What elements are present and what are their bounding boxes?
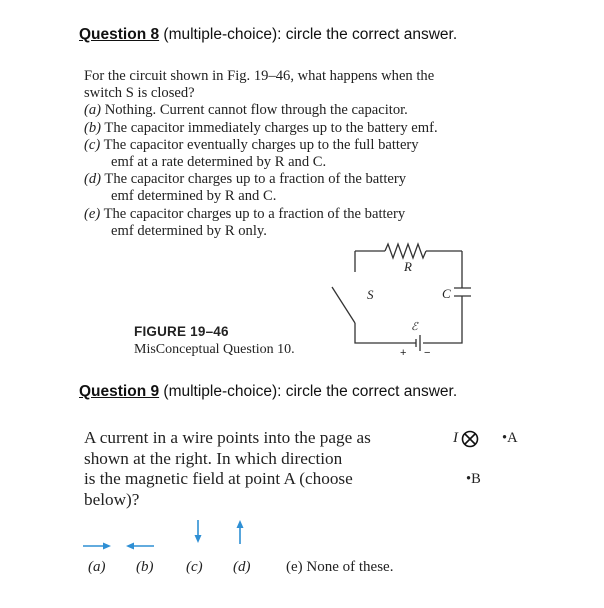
option-text: The capacitor charges up to a fraction of the battery [103, 205, 406, 222]
q9-number: Question 9 [79, 383, 160, 400]
point-a [502, 430, 518, 447]
q9-stem-line-4: below)? [84, 489, 140, 509]
label-battery-plus: + [400, 347, 407, 359]
arrow-up-icon [237, 520, 244, 544]
q9-option-d: (d) [233, 559, 251, 575]
q8-stem-line-2: switch S is closed? [84, 85, 195, 102]
q8-option-e-cont: emf determined by R only. [111, 222, 267, 239]
point-b [466, 471, 481, 488]
q9-stem-line-1: A current in a wire points into the page as [84, 428, 371, 447]
resistor-zigzag [385, 244, 426, 258]
q8-option-d-cont: emf determined by R and C. [111, 188, 277, 205]
switch-blade [332, 287, 355, 323]
label-emf: ℰ [411, 320, 418, 333]
q8-number: Question 8 [79, 26, 160, 43]
figure-title: FIGURE 19–46 [134, 324, 229, 339]
option-text: The capacitor immediately charges up to the battery emf. [104, 119, 438, 136]
label-battery-minus: − [424, 347, 431, 359]
q8-instruction: (multiple-choice): circle the correct answer. [159, 26, 458, 43]
option-letter: (a) [84, 102, 102, 119]
label-capacitor: C [442, 286, 451, 301]
point-b-label: B [471, 471, 481, 487]
option-letter: (e) [84, 205, 101, 222]
q9-option-e: (e) None of these. [286, 559, 394, 575]
point-a-label: A [507, 430, 518, 446]
arrow-down-icon [195, 520, 202, 543]
q9-option-c: (c) [186, 559, 203, 575]
option-letter: (b) [84, 119, 102, 136]
q9-option-b: (b) [136, 559, 154, 575]
point-b-dot-icon: • [466, 471, 472, 487]
direction-arrows [80, 516, 270, 556]
current-label: I [453, 430, 458, 446]
q9-header [79, 383, 457, 401]
q9-option-a: (a) [88, 559, 106, 575]
label-resistor: R [404, 259, 412, 274]
label-switch: S [367, 287, 374, 302]
option-text: The capacitor eventually charges up to the full battery [103, 136, 419, 153]
point-a-dot-icon: • [502, 430, 508, 446]
option-text: Nothing. Current cannot flow through the capacitor. [104, 102, 408, 119]
q9-options [0, 559, 604, 581]
right-wire-lower [423, 296, 462, 343]
arrow-right-icon [83, 543, 111, 550]
arrow-left-icon [126, 543, 154, 550]
option-letter: (d) [84, 171, 102, 188]
q8-option-c-cont: emf at a rate determined by R and C. [111, 154, 327, 171]
q9-instruction: (multiple-choice): circle the correct answer. [159, 383, 458, 400]
current-into-page-icon [460, 429, 480, 449]
q9-stem [84, 428, 429, 510]
q9-stem-line-3: is the magnetic field at point A (choose [84, 469, 353, 488]
figure-caption: MisConceptual Question 10. [134, 342, 295, 357]
bottom-wire-left [355, 323, 416, 343]
option-letter: (c) [84, 136, 101, 153]
option-text: The capacitor charges up to a fraction of the battery [104, 171, 407, 188]
q8-stem-line-1: For the circuit shown in Fig. 19–46, what happens when the [84, 68, 435, 84]
q9-stem-line-2: shown at the right. In which direction [84, 448, 343, 468]
